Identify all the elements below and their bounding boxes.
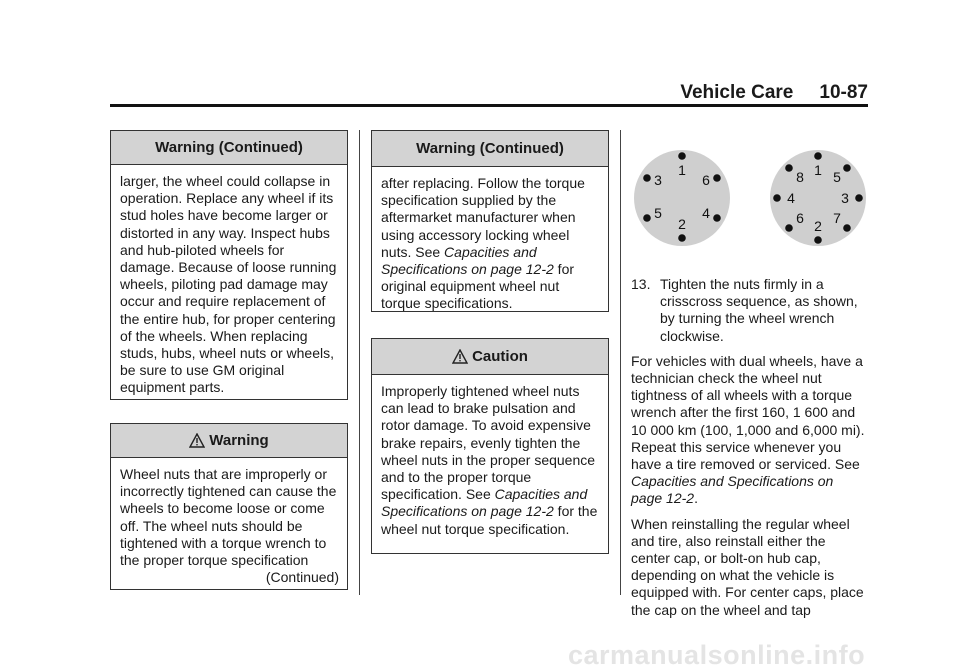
warning-continued-box (110, 130, 348, 400)
column-divider (359, 130, 360, 595)
sequence-label: 2 (814, 218, 822, 234)
paragraph-text: For vehicles with dual wheels, have a technician check the wheel nut tightness of all wheels with a torque wrench after the first 160, 1 600 and 10 000 km (100, 1,000 and 6,000 mi). Repeat this service whenever you have a tire removed or serviced. See (631, 352, 865, 473)
lug-nut (713, 174, 721, 182)
step-text: Tighten the nuts firmly in a crisscross sequence, as shown, by turning the wheel wrench clockwise. (660, 276, 858, 344)
lug-nut-sequence-diagram (631, 140, 867, 260)
sequence-label: 5 (833, 169, 841, 185)
lug-nut (678, 152, 686, 160)
sequence-label: 6 (702, 172, 710, 188)
lug-nut (785, 224, 793, 232)
caution-box (371, 338, 609, 554)
reinstall-paragraph: When reinstalling the regular wheel and tire, also reinstall either the center cap, or bolt-on hub cap, depending on what the vehicle is equipped with. For center caps, place the cap on the wheel and tap (631, 515, 864, 618)
lug-nut (814, 152, 822, 160)
lug-nut (678, 234, 686, 242)
sequence-label: 4 (702, 205, 710, 221)
box-title: Warning (209, 432, 269, 449)
instructions-column (631, 276, 867, 627)
paragraph-text: . (694, 490, 698, 507)
warning-continued-box-2 (371, 130, 609, 312)
sequence-label: 2 (678, 216, 686, 232)
eight-lug-wheel-diagram (770, 150, 866, 246)
sequence-label: 4 (787, 190, 795, 206)
lug-nut (773, 194, 781, 202)
lug-nut (843, 224, 851, 232)
sequence-label: 3 (841, 190, 849, 206)
box-title-row (372, 339, 608, 375)
lug-nut (814, 236, 822, 244)
column-divider (620, 130, 621, 595)
sequence-label: 1 (814, 162, 822, 178)
sequence-label: 1 (678, 162, 686, 178)
cross-reference-link[interactable]: Capacities and Specifications on page 12-2 (381, 486, 588, 520)
box-text: Wheel nuts that are improperly or incorrectly tightened can cause the wheels to become loose or come off. The wheel nuts should be tightened with a torque wrench to the proper torque specification (120, 466, 337, 569)
header-rule (110, 104, 868, 107)
lug-nut (855, 194, 863, 202)
warning-box (110, 423, 348, 590)
lug-nut (713, 214, 721, 222)
cross-reference-link[interactable]: Capacities and Specifications on page 12-2 (631, 473, 834, 507)
box-body (372, 375, 608, 548)
box-body (111, 458, 347, 586)
lug-nut (643, 214, 651, 222)
section-title: Vehicle Care (680, 82, 794, 103)
six-lug-wheel-diagram (634, 150, 730, 246)
cross-reference-link[interactable]: Capacities and Specifications on page 12-2 (381, 243, 554, 278)
warning-triangle-icon (189, 433, 205, 448)
sequence-label: 8 (796, 169, 804, 185)
box-body (372, 167, 608, 323)
caution-triangle-icon (452, 349, 468, 364)
box-title-row (111, 424, 347, 458)
page-header (678, 82, 868, 104)
box-title: Warning (Continued) (372, 131, 608, 167)
lug-nut (785, 164, 793, 172)
box-text: after replacing. Follow the torque specification supplied by the aftermarket manufacturer when using accessory locking wheel nuts. See (381, 175, 585, 260)
continued-label: (Continued) (265, 569, 339, 586)
dual-wheels-paragraph (631, 353, 867, 508)
box-text: Improperly tightened wheel nuts can lead to brake pulsation and rotor damage. To avoid expensive brake repairs, evenly tighten the wheel nuts in the proper sequence and to the proper torque specification. See (381, 383, 596, 503)
box-body: larger, the wheel could collapse in operation. Replace any wheel if its stud holes have become larger or distorted in any way. Inspect hubs and hub-piloted wheels for damage. Because of loose running wheels, piloting pad damage may occur and require replacement of the entire hub, for proper centering of the wheels. When replacing studs, hubs, wheel nuts or wheels, be sure to use GM original equipment parts. (120, 173, 337, 396)
sequence-label: 5 (654, 205, 662, 221)
step-number: 13. (631, 276, 651, 292)
box-title: Caution (472, 348, 528, 365)
box-title: Warning (Continued) (111, 131, 347, 165)
lug-nut (843, 164, 851, 172)
step-13 (631, 276, 867, 345)
box-text: for original equipment wheel nut torque specifications. (381, 261, 575, 312)
box-text: for the wheel nut torque specification. (381, 503, 598, 537)
page-number: 10-87 (819, 82, 868, 103)
sequence-label: 7 (833, 210, 841, 226)
sequence-label: 6 (796, 210, 804, 226)
sequence-label: 3 (654, 172, 662, 188)
watermark: carmanualsonline.info (568, 640, 866, 670)
lug-nut (643, 174, 651, 182)
